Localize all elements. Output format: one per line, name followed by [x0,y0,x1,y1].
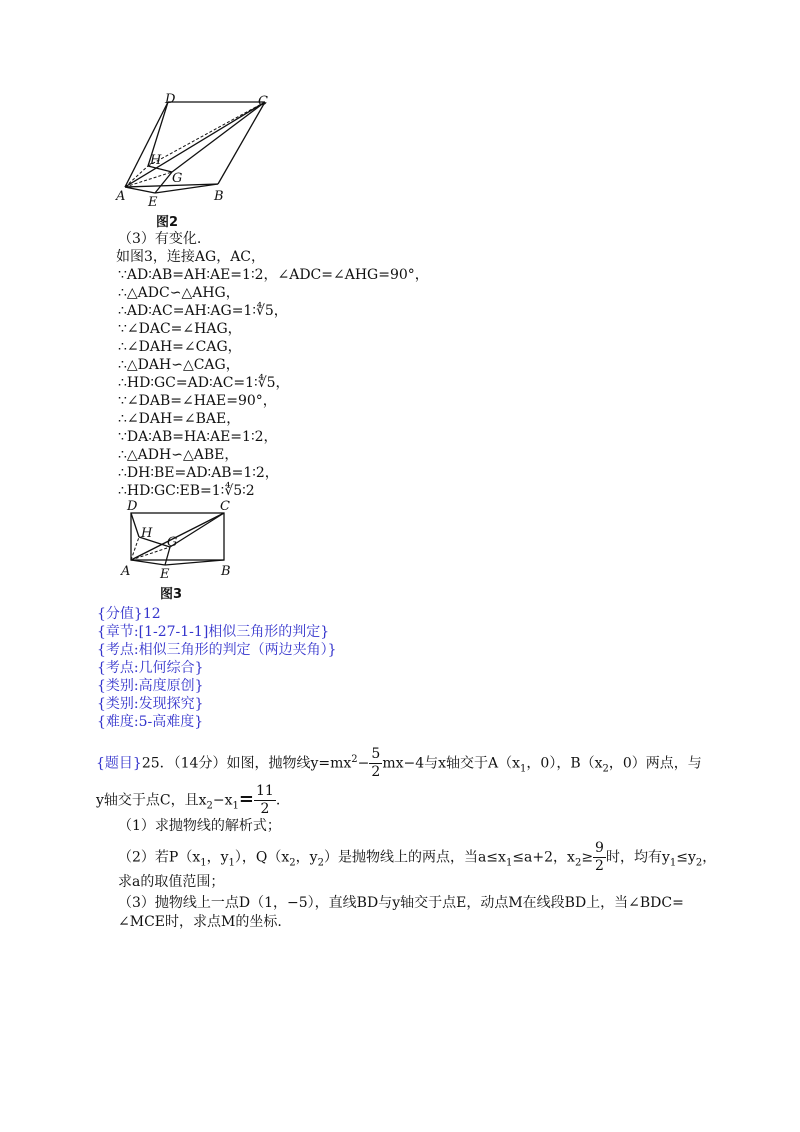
edge-GC [170,513,224,547]
fraction-numerator: 5 [371,746,381,762]
tag-score: {分值}12 [97,606,161,622]
subscript: 2 [695,857,703,869]
subscript: 1 [520,763,527,775]
minus-sign: − [357,755,370,772]
tag-knowledge-point: {考点:几何综合} [97,660,204,676]
label-H: H [150,153,162,168]
edge-EB [165,560,224,565]
part-2-text: ≤a+2，x [512,849,575,866]
part-2-text: ≥ [581,849,594,866]
subscript: 1 [505,857,513,869]
part-2-text: ，y [295,849,318,866]
fraction-11-over-2 [254,783,276,818]
tag-chapter: {章节:[1-27-1-1]相似三角形的判定} [97,624,330,640]
subscript: 2 [317,857,324,869]
tag-difficulty: {难度:5-高难度} [97,714,204,730]
solution-line: ∴∠DAH=∠BAE， [118,411,241,427]
subscript: 1 [669,857,677,869]
exponent: 2 [351,753,358,765]
question-stem: ，0）两点，与 [608,755,702,772]
part-2-text: ，y [206,849,229,866]
fraction-5-over-2 [369,746,382,781]
label-D: D [127,499,138,514]
subscript: 1 [232,800,239,812]
tag-category: {类别:高度原创} [97,678,204,694]
label-D: D [165,92,176,107]
part-2-text: ）是抛物线上的两点，当a≤x [323,849,506,866]
question-stem: . [275,792,281,809]
part-2-text: ， [702,849,717,866]
fraction-9-over-2 [593,840,606,875]
question-25-line-1 [96,746,702,781]
question-tag: {题目} [96,755,142,772]
fraction-numerator: 11 [256,783,274,799]
question-part-2-line-2: 求a的取值范围； [118,874,225,890]
question-stem: −x [212,792,233,809]
subscript: 2 [574,857,582,869]
subscript: 2 [206,800,213,812]
question-stem: ，0），B（x [526,755,603,772]
figure-2 [110,90,285,210]
fraction-numerator: 9 [595,840,604,856]
question-part-2-line-1 [118,840,716,875]
label-C: C [220,499,230,514]
fraction-denominator: 2 [260,801,270,817]
solution-line: ∴△ADC∽△AHG， [118,285,240,301]
tag-knowledge-point: {考点:相似三角形的判定（两边夹角）} [97,642,337,658]
edge-AE [125,187,155,193]
solution-line: ∴AD∶AC=AH∶AG=1∶∜5， [118,303,288,319]
label-A: A [116,189,126,204]
fraction-denominator: 2 [371,764,381,780]
subscript: 2 [602,763,609,775]
solution-line: ∵∠DAC=∠HAG， [118,321,242,337]
label-H: H [141,526,153,541]
label-A: A [121,564,131,579]
tag-category: {类别:发现探究} [97,696,204,712]
question-25-line-2 [96,783,280,818]
label-G: G [172,171,183,186]
equals-sign: = [238,788,255,810]
solution-line: ∵DA∶AB=HA∶AE=1∶2， [118,429,278,445]
question-part-3-line-1: （3）抛物线上一点D（1，−5），直线BD与y轴交于点E，动点M在线段BD上，当∠BDC= [118,895,684,911]
edge-AE [131,560,165,565]
edge-GC [172,102,265,172]
label-E: E [160,567,170,582]
solution-line: ∴HD∶GC=AD∶AC=1∶∜5， [118,375,290,391]
figure-2-caption: 图2 [156,215,179,230]
solution-line: ∴△DAH∽△CAG， [118,357,240,373]
figure-3-caption: 图3 [160,587,183,602]
solution-heading: （3）有变化. [118,231,202,247]
question-stem: y轴交于点C，且x [96,792,207,809]
dashed-AG [131,547,170,560]
solution-line: ∴HD∶GC∶EB=1∶∜5∶2 [118,483,255,499]
question-stem: mx−4与x轴交于A（x [382,755,521,772]
part-2-text: ≤y [676,849,696,866]
solution-line: ∴∠DAH=∠CAG， [118,339,242,355]
solution-line: ∴DH∶BE=AD∶AB=1∶2， [118,465,279,481]
label-G: G [167,535,178,550]
question-part-1: （1）求抛物线的解析式； [118,818,281,834]
question-part-3-line-2: ∠MCE时，求点M的坐标. [118,914,282,930]
solution-line: ∵∠DAB=∠HAE=90°， [118,393,277,409]
solution-line: ∴△ADH∽△ABE， [118,447,239,463]
solution-line: ∵AD∶AB=AH∶AE=1∶2，∠ADC=∠AHG=90°， [118,267,429,283]
subscript: 1 [200,857,207,869]
question-stem: 25．（14分）如图，抛物线y=mx [141,755,352,772]
solution-line: 如图3，连接AG，AC， [116,249,266,265]
part-2-text: 时，均有y [605,849,670,866]
fraction-denominator: 2 [595,858,604,874]
label-B: B [221,564,231,579]
subscript: 2 [289,857,296,869]
figure-3 [115,497,240,582]
edge-DH [131,513,139,537]
part-2-text: ），Q（x [234,849,290,866]
subscript: 1 [228,857,235,869]
label-E: E [148,195,158,210]
label-B: B [214,189,224,204]
part-2-text: （2）若P（x [118,849,201,866]
label-C: C [258,94,268,109]
